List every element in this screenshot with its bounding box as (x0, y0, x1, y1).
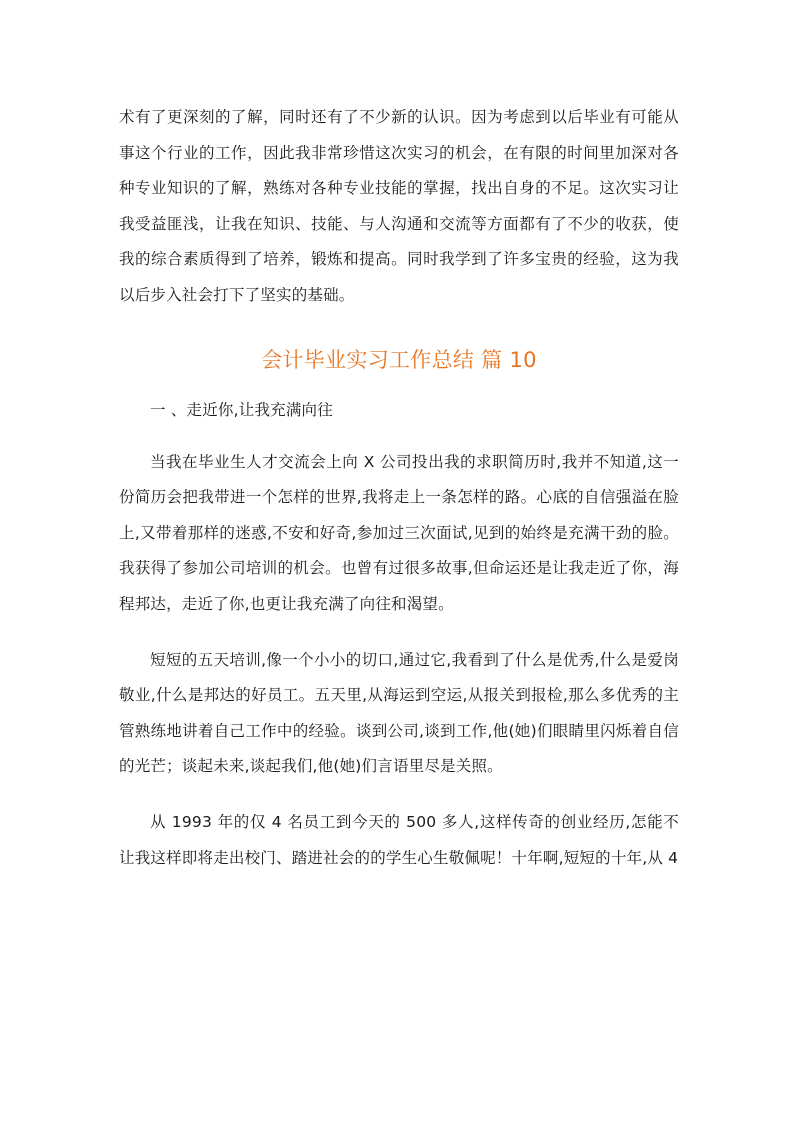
body-paragraph: 从 1993 年的仅 4 名员工到今天的 500 多人,这样传奇的创业经历,怎能不让我这样即将走出校门、踏进社会的的学生心生敬佩呢！十年啊,短短的十年,从 4 (119, 812, 679, 867)
body-paragraph: 当我在毕业生人才交流会上向 X 公司投出我的求职简历时,我并不知道,这一份简历会把我带进一个怎样的世界,我将走上一条怎样的路。心底的自信强溢在脸上,又带着那样的迷惑,不安和好奇,参加过三次面试,见到的始终是充满干劲的脸。我获得了参加公司培训的机会。也曾有过很多故事,但命运还是让我走近了你，海程邦达，走近了你,也更让我充满了向往和渴望。 (119, 452, 679, 613)
section-title: 会计毕业实习工作总结 篇 10 (261, 347, 537, 372)
intro-paragraph: 术有了更深刻的了解，同时还有了不少新的认识。因为考虑到以后毕业有可能从事这个行业的工作，因此我非常珍惜这次实习的机会，在有限的时间里加深对各种专业知识的了解，熟练对各种专业技能的掌握，找出自身的不足。这次实习让我受益匪浅，让我在知识、技能、与人沟通和交流等方面都有了不少的收获，使我的综合素质得到了培养，锻炼和提高。同时我学到了许多宝贵的经验，这为我以后步入社会打下了坚实的基础。 (119, 108, 679, 304)
subsection-heading: 一 、走近你,让我充满向往 (150, 400, 333, 419)
document-body (119, 100, 679, 876)
body-paragraph: 短短的五天培训,像一个小小的切口,通过它,我看到了什么是优秀,什么是爱岗敬业,什么是邦达的好员工。五天里,从海运到空运,从报关到报检,那么多优秀的主管熟练地讲着自己工作中的经验。谈到公司,谈到工作,他(她)们眼睛里闪烁着自信的光芒；谈起未来,谈起我们,他(她)们言语里尽是关照。 (119, 650, 679, 776)
